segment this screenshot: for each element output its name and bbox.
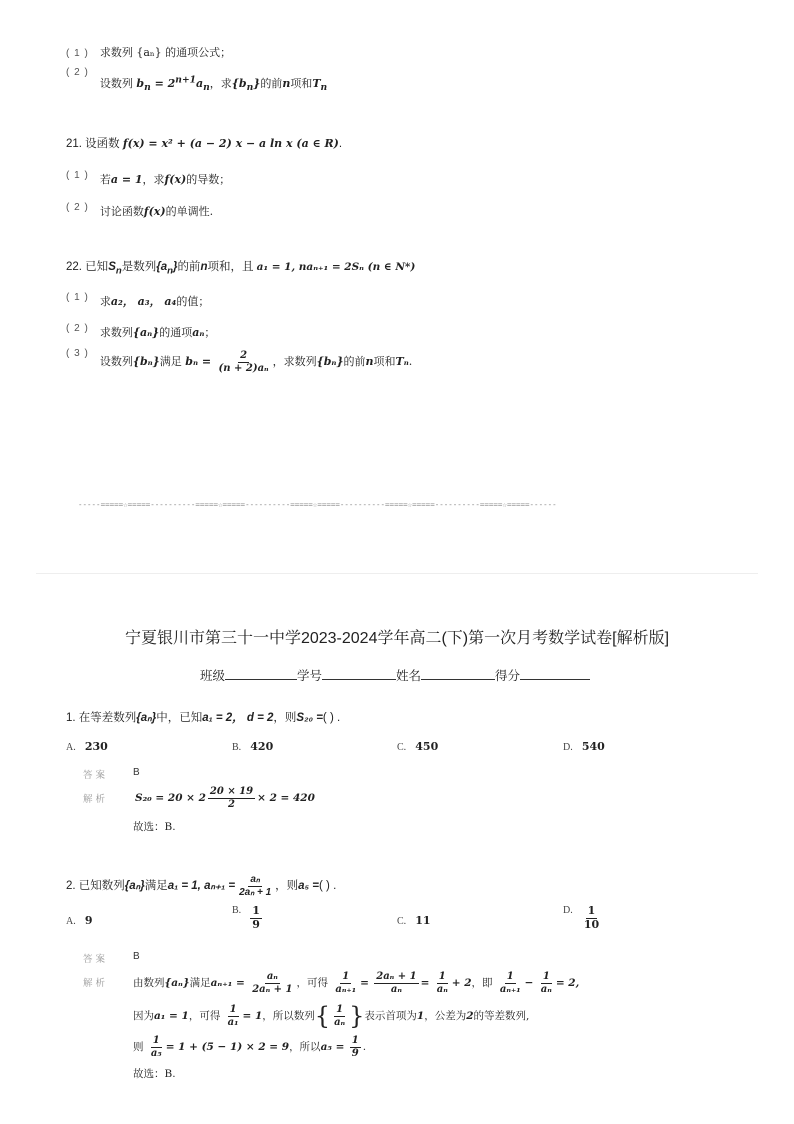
- question-1-solution: S₂₀ = 20 × 2 $\frac{20 \times 19}{2}$ × 2 = 420: [135, 786, 315, 810]
- question-1-stem: 1. 在等差数列{aₙ}中，已知a₁ = 2， d = 2，则S₂₀ =( ) .: [66, 712, 341, 724]
- question-2-option-c[interactable]: C. 11: [397, 914, 431, 927]
- question-22-stem: 22. 已知$S_n$是数列$\{a_n\}$的前n项和，且 a₁ = 1, naₙ₊₁ = 2Sₙ (n ∈ N*): [66, 261, 416, 277]
- answer-label: 答案: [83, 954, 109, 965]
- question-2-option-d[interactable]: $^{D.}$ $\frac{1}{10}$: [563, 904, 600, 931]
- part-number: ( 2 ): [66, 67, 89, 78]
- question-21-part2: ( 2 ) $_{讨论函数f(x)的单调性.}$: [66, 202, 214, 218]
- question-1-option-c[interactable]: C. 450: [397, 740, 439, 753]
- question-2-solution-line2: 因为a₁ = 1，可得 $\frac{1}{\text{a₁}}$ = 1，所以数列{ $\frac{1}{\text{aₙ}}$ }表示首项为1，公差为2的等差数列,: [133, 1002, 530, 1030]
- prev-part2: [66, 67, 328, 94]
- prev-part1: [66, 41, 231, 60]
- question-2-option-b[interactable]: $^{B.}$ $\frac{1}{9}$: [232, 904, 260, 931]
- question-22-part2: ( 2 ) $_{求数列\{a_n\}的通项a_n;}$: [66, 323, 216, 339]
- part-text: 求数列 {aₙ} 的通项公式；: [99, 46, 232, 59]
- part-number: ( 1 ): [66, 48, 89, 59]
- score-label: 得分: [495, 669, 521, 683]
- part-text: 设数列 bn = 2n+1an，求{bn}的前n项和Tn: [99, 74, 328, 94]
- question-2-solution-line3: 则 $\frac{1}{\text{a₅}}$ = 1 + (5 − 1) × 2 = 9，所以a₅ = $\frac{1}{9}$ .: [133, 1035, 367, 1059]
- answer-value: B: [133, 951, 140, 962]
- analysis-label: 解析: [83, 978, 109, 989]
- question-1-option-a[interactable]: A. 230: [66, 740, 108, 753]
- question-2-solution-line1: 由数列{aₙ}满足aₙ₊₁ = $\frac{\text{aₙ}}{\text{2aₙ + 1}}$ ，可得 $\frac{1}{\text{aₙ₊₁}}$ = $\frac{\text{2aₙ + 1}}{\text{aₙ}}$ = $\frac{1}{\text{aₙ}}$ + 2，即 $\frac{1}{\text{aₙ₊₁}}$ − $\frac{1}{\text{aₙ}}$ = 2,: [133, 971, 580, 995]
- name-label: 姓名: [396, 669, 422, 683]
- question-1-option-b[interactable]: B. 420: [232, 740, 274, 753]
- question-2-conclusion: 故选：B.: [133, 1068, 176, 1080]
- class-label: 班级: [200, 669, 226, 683]
- name-blank[interactable]: [421, 668, 495, 680]
- score-blank[interactable]: [520, 668, 590, 680]
- question-1-conclusion: 故选：B.: [133, 821, 176, 833]
- question-22-part3: $^{( 3 )}$ 设数列{bₙ}满足 bₙ = $\frac{2}{\text{(n + 2)aₙ}}$ ，求数列{bₙ}的前n项和Tₙ.: [66, 348, 413, 374]
- page-break-line: [36, 573, 758, 574]
- answer-value: B: [133, 767, 140, 778]
- question-2-option-a[interactable]: A. 9: [66, 914, 93, 927]
- id-blank[interactable]: [322, 668, 396, 680]
- question-22-part1: ( 1 ) $_{求a_2, a_3, a_4的值;}$: [66, 292, 210, 308]
- question-1-option-d[interactable]: D. 540: [563, 740, 605, 753]
- section-divider: -----=====☆=====----------=====☆=====----------=====☆=====----------=====☆=====----------=====☆=====------: [78, 500, 557, 509]
- page-title: 宁夏银川市第三十一中学2023-2024学年高二(下)第一次月考数学试卷[解析版]: [124, 630, 670, 647]
- question-2-stem: 2. 已知数列{aₙ}满足a₁ = 1, aₙ₊₁ = $\frac{\text{aₙ}}{\text{2aₙ + 1}}$ ，则a₅ =( ) .: [66, 874, 337, 898]
- analysis-label: 解析: [83, 794, 109, 805]
- answer-label: 答案: [83, 770, 109, 781]
- question-21-stem: 21. 设函数 f(x) = x² + (a − 2) x − a ln x (a ∈ R).: [66, 137, 343, 150]
- class-blank[interactable]: [225, 668, 297, 680]
- question-21-part1: ( 1 ) $_{若a = 1,求f(x)的导数;}$: [66, 170, 231, 186]
- id-label: 学号: [297, 669, 323, 683]
- student-info-fields: [200, 666, 590, 684]
